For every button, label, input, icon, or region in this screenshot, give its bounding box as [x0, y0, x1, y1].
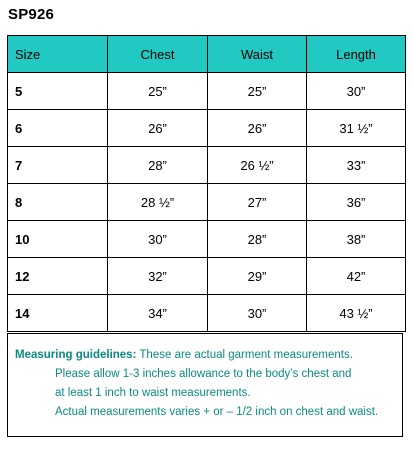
guidelines-line-4: Actual measurements varies + or – 1/2 inch on chest and waist. — [55, 406, 379, 418]
table-header-row — [8, 36, 406, 73]
waist-cell: 29” — [208, 258, 307, 295]
table-row — [8, 258, 406, 295]
length-cell: 38” — [307, 221, 406, 258]
guidelines-line-3: at least 1 inch to waist measurements. — [55, 387, 251, 399]
chest-cell: 28 ½” — [108, 184, 208, 221]
table-row — [8, 184, 406, 221]
chest-cell: 32” — [108, 258, 208, 295]
chest-cell: 25” — [108, 73, 208, 110]
waist-cell: 26 ½” — [208, 147, 307, 184]
size-cell: 10 — [8, 221, 108, 258]
header-waist: Waist — [208, 36, 307, 73]
size-cell: 8 — [8, 184, 108, 221]
waist-cell: 30” — [208, 295, 307, 332]
table-row — [8, 295, 406, 332]
length-cell: 30” — [307, 73, 406, 110]
header-chest: Chest — [108, 36, 208, 73]
page-title: SP926 — [8, 6, 55, 23]
length-cell: 33” — [307, 147, 406, 184]
chest-cell: 26” — [108, 110, 208, 147]
table-row — [8, 147, 406, 184]
waist-cell: 25” — [208, 73, 307, 110]
size-cell: 5 — [8, 73, 108, 110]
waist-cell: 26” — [208, 110, 307, 147]
size-cell: 14 — [8, 295, 108, 332]
length-cell: 31 ½” — [307, 110, 406, 147]
guidelines-line-2: Please allow 1-3 inches allowance to the body’s chest and — [55, 368, 352, 380]
guidelines-label: Measuring guidelines: — [15, 349, 137, 361]
table-row — [8, 110, 406, 147]
header-length: Length — [307, 36, 406, 73]
chest-cell: 34” — [108, 295, 208, 332]
table-row — [8, 221, 406, 258]
chest-cell: 30” — [108, 221, 208, 258]
size-cell: 7 — [8, 147, 108, 184]
measuring-guidelines-box — [7, 333, 403, 437]
waist-cell: 28” — [208, 221, 307, 258]
header-size: Size — [8, 36, 108, 73]
length-cell: 36” — [307, 184, 406, 221]
size-cell: 12 — [8, 258, 108, 295]
waist-cell: 27” — [208, 184, 307, 221]
size-chart-table — [7, 35, 406, 332]
chest-cell: 28” — [108, 147, 208, 184]
size-cell: 6 — [8, 110, 108, 147]
guidelines-text-1: These are actual garment measurements. — [136, 349, 353, 361]
guidelines-line-1 — [8, 346, 402, 365]
length-cell: 43 ½” — [307, 295, 406, 332]
length-cell: 42” — [307, 258, 406, 295]
table-row — [8, 73, 406, 110]
